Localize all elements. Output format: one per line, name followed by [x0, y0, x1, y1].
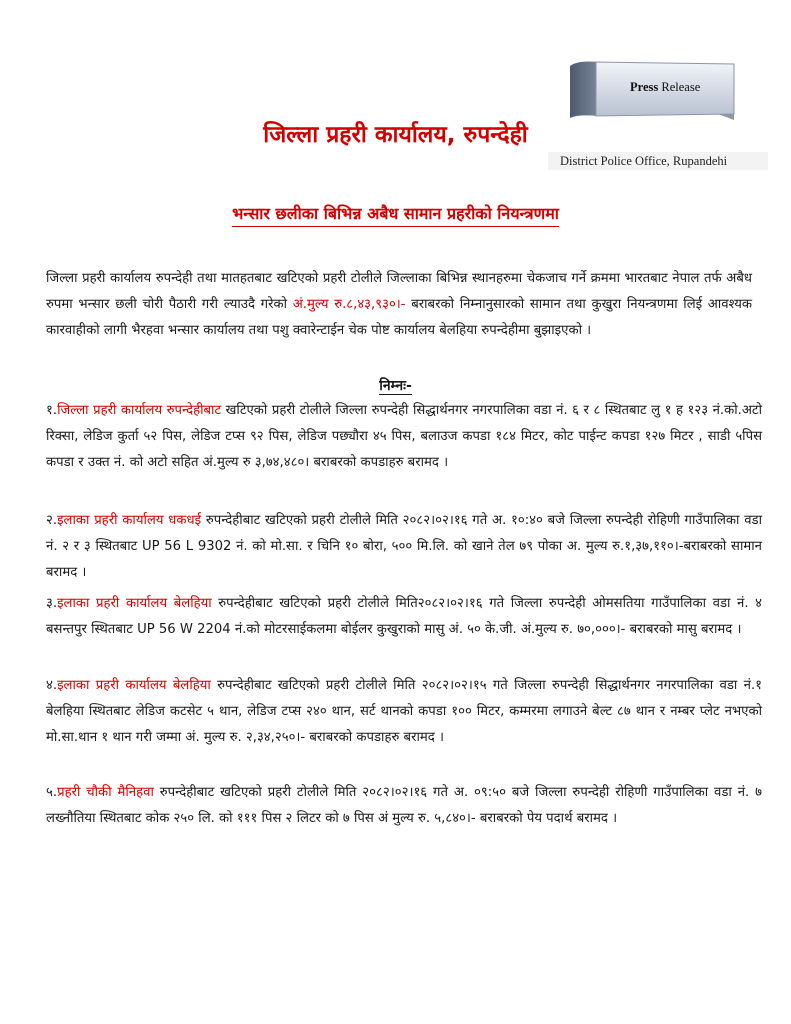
press-label: Press — [630, 80, 659, 94]
item-text: रुपन्देहीबाट खटिएको प्रहरी टोलीले मिति २०८२।०२।१६ गते अ. ०९:५० बजे जिल्ला रुपन्देही रोहिणी गाउँपालिका वडा नं. ७ लख्नौतिया स्थितबाट कोक २५० लि. को १११ पिस २ लिटर को ७ पिस अं मुल्य रु. ५,८४०।- बराबरको पेय पदार्थ बरामद । — [46, 785, 762, 826]
list-heading-text: निम्नः- — [379, 378, 412, 394]
office-title-nepali: जिल्ला प्रहरी कार्यालय, रुपन्देही — [263, 122, 528, 148]
intro-paragraph — [46, 266, 752, 344]
item-text: रुपन्देहीबाट खटिएको प्रहरी टोलीले मिति२०८२।०२।१६ गते जिल्ला रुपन्देही ओमसतिया गाउँपालिका वडा नं. ४ बसन्तपुर स्थितबाट UP 56 W 2204 नं.को मोटरसाईकलमा बोईलर कुखुराको मासु अं. ५० के.जी. अं.मुल्य रु. ७०,०००।- बराबरको मासु बरामद । — [46, 596, 763, 637]
intro-amount: अं.मुल्य रु.८,४३,९३०।- — [292, 297, 406, 312]
intro-part1: जिल्ला प्रहरी कार्यालय रुपन्देही तथा मातहतबाट खटिएको प्रहरी टोलीले जिल्लाका बिभिन्न स्थानहरुमा चेकजाच गर्ने क्रममा भारतबाट नेपाल तर्फ अबैध रुपमा भन्सार छली चोरी पैठारी गरी ल्याउदै गरेको — [46, 271, 752, 312]
item-number: ५. — [46, 785, 58, 800]
item-unit: इलाका प्रहरी कार्यालय बेलहिया — [57, 596, 212, 611]
list-item — [46, 508, 762, 586]
item-unit: प्रहरी चौकी मैनिहवा — [57, 785, 154, 800]
item-unit: इलाका प्रहरी कार्यालय धकधई — [57, 513, 202, 528]
intro-part2: बराबरको निम्नानुसारको सामान तथा कुखुरा नियन्त्रणमा लिई आवश्यक कारवाहीको लागी भैरहवा भन्सार कार्यालय तथा पशु क्वारेन्टाईन चेक पोष्ट कार्यालय बेलहिया रुपन्देहीमा बुझाइएको । — [46, 297, 752, 338]
item-number: ३. — [46, 596, 58, 611]
item-text: रुपन्देहीबाट खटिएको प्रहरी टोलीले मिति २०८२।०२।१६ गते अ. १०:४० बजे जिल्ला रुपन्देही रोहिणी गाउँपालिका वडा नं. २ र ३ स्थितबाट UP 56 L 9302 नं. को मो.सा. र चिनि १० बोरा, ५०० मि.लि. को खाने तेल ७९ पोका अ. मुल्य रु.१,३७,११०।-बराबरको सामान बरामद । — [46, 513, 762, 580]
list-item — [46, 591, 762, 643]
press-release-badge — [568, 58, 738, 120]
release-label: Release — [658, 80, 701, 94]
item-text: खटिएको प्रहरी टोलीले जिल्ला रुपन्देही सिद्धार्थनगर नगरपालिका वडा नं. ६ र ८ स्थितबाट लु १ ह १२३ नं.को.अटो रिक्सा, लेडिज कुर्ता ५२ पिस, लेडिज टप्स ९२ पिस, लेडिज पछ्यौरा ४५ पिस, बलाउज कपडा १८४ मिटर, कोट पाईन्ट कपडा १२७ मिटर , साडी ५पिस कपडा र उक्त नं. को अटो सहित अं.मुल्य रु ३,७४,४८०। बराबरको कपडाहरु बरामद । — [46, 403, 762, 470]
list-item — [46, 398, 762, 476]
headline-text: भन्सार छलीका बिभिन्न अबैध सामान प्रहरीको नियन्त्रणमा — [232, 204, 559, 227]
list-item — [46, 673, 762, 751]
list-heading — [0, 376, 791, 395]
item-text: रुपन्देहीबाट खटिएको प्रहरी टोलीले मिति २०८२।०२।१५ गते जिल्ला रुपन्देही सिद्धार्थनगर नगरपालिका वडा नं.१ बेलहिया स्थितबाट लेडिज कटसेट ५ थान, लेडिज टप्स २४० थान, सर्ट थानको कपडा १०० मिटर, कम्मरमा लगाउने बेल्ट ८७ थान र नम्बर प्लेट नभएको मो.सा.थान १ थान गरी जम्मा अं. मुल्य रु. २,३४,२५०।- बराबरको कपडाहरु बरामद । — [46, 678, 762, 745]
office-title-english: District Police Office, Rupandehi — [548, 152, 768, 170]
item-number: १. — [46, 403, 58, 418]
item-unit: इलाका प्रहरी कार्यालय बेलहिया — [57, 678, 211, 693]
headline — [0, 202, 791, 224]
item-number: ४. — [46, 678, 58, 693]
list-item — [46, 780, 762, 832]
item-unit: जिल्ला प्रहरी कार्यालय रुपन्देहीबाट — [57, 403, 222, 418]
press-release-label — [630, 80, 700, 95]
item-number: २. — [46, 513, 58, 528]
